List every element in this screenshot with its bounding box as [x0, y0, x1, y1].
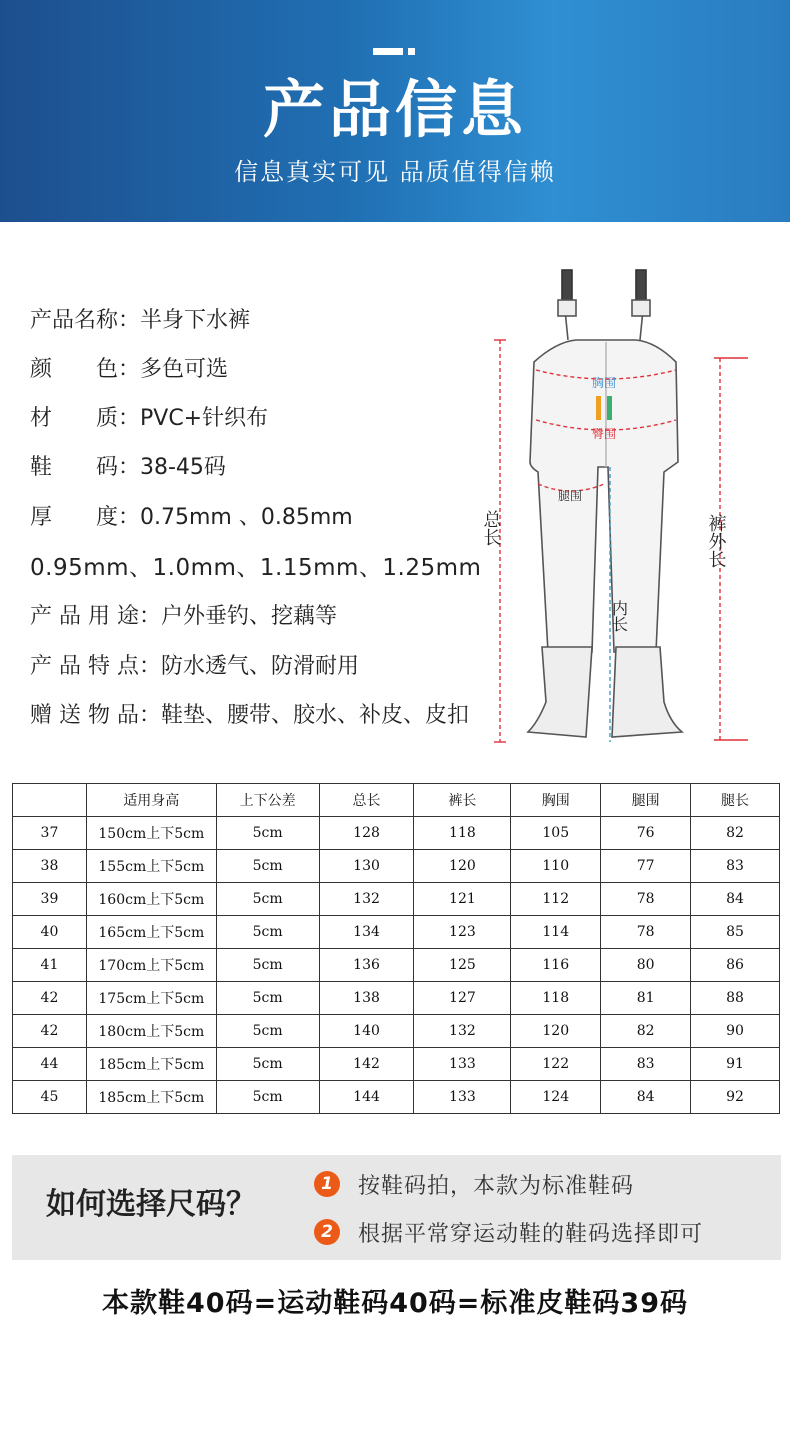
table-cell: 5cm: [216, 982, 319, 1015]
table-cell: 78: [601, 883, 691, 916]
table-cell: 83: [601, 1048, 691, 1081]
table-cell: 165cm上下5cm: [86, 916, 216, 949]
table-cell: 112: [511, 883, 601, 916]
table-header-cell: 总长: [319, 784, 414, 817]
size-guide-title: 如何选择尺码？: [46, 1187, 256, 1222]
table-cell: 5cm: [216, 883, 319, 916]
table-cell: 42: [13, 982, 87, 1015]
table-cell: 185cm上下5cm: [86, 1048, 216, 1081]
table-cell: 133: [414, 1081, 511, 1114]
table-cell: 82: [601, 1015, 691, 1048]
table-cell: 185cm上下5cm: [86, 1081, 216, 1114]
table-cell: 84: [691, 883, 780, 916]
table-body: [13, 817, 780, 1114]
table-cell: 121: [414, 883, 511, 916]
table-cell: 38: [13, 850, 87, 883]
table-row: [13, 1048, 780, 1081]
info-row-thickness-cont: 0.95mm、1.0mm、1.15mm、1.25mm: [30, 555, 482, 581]
page-subtitle: 信息真实可见 品质值得信赖: [234, 158, 556, 186]
table-cell: 133: [414, 1048, 511, 1081]
table-cell: 132: [319, 883, 414, 916]
info-row-shoe-size: 鞋 码：38-45码: [30, 455, 226, 480]
table-cell: 127: [414, 982, 511, 1015]
table-cell: 37: [13, 817, 87, 850]
table-row: [13, 850, 780, 883]
size-tip-2: [314, 1215, 703, 1249]
table-cell: 42: [13, 1015, 87, 1048]
table-cell: 5cm: [216, 949, 319, 982]
table-cell: 5cm: [216, 817, 319, 850]
table-header-cell: 裤长: [414, 784, 511, 817]
tip-number-badge: 2: [314, 1219, 340, 1245]
size-table: [12, 783, 780, 1114]
table-header-cell: 腿围: [601, 784, 691, 817]
table-row: [13, 1081, 780, 1114]
table-cell: 5cm: [216, 850, 319, 883]
table-cell: 91: [691, 1048, 780, 1081]
tip-text: 根据平常穿运动鞋的鞋码选择即可: [358, 1221, 704, 1247]
table-cell: 76: [601, 817, 691, 850]
table-header-cell: 腿长: [691, 784, 780, 817]
info-row-gifts: 赠 送 物 品：鞋垫、腰带、胶水、补皮、皮扣: [30, 703, 469, 728]
table-cell: 116: [511, 949, 601, 982]
table-cell: 86: [691, 949, 780, 982]
info-row-color: 颜 色：多色可选: [30, 357, 229, 382]
size-guide-box: [12, 1155, 781, 1260]
table-header-cell: 适用身高: [86, 784, 216, 817]
table-cell: 92: [691, 1081, 780, 1114]
total-length-label: 总长: [480, 510, 502, 546]
banner-dash-decoration: [373, 48, 403, 55]
banner-dot-decoration: [408, 48, 415, 55]
table-cell: 77: [601, 850, 691, 883]
table-cell: 170cm上下5cm: [86, 949, 216, 982]
table-header-cell: 上下公差: [216, 784, 319, 817]
table-cell: 5cm: [216, 1048, 319, 1081]
info-row-material: 材 质：PVC+针织布: [30, 406, 269, 431]
table-cell: 160cm上下5cm: [86, 883, 216, 916]
table-cell: 150cm上下5cm: [86, 817, 216, 850]
tip-text: 按鞋码拍，本款为标准鞋码: [358, 1173, 635, 1199]
table-cell: 5cm: [216, 1015, 319, 1048]
table-cell: 136: [319, 949, 414, 982]
table-header-row: [13, 784, 780, 817]
table-cell: 125: [414, 949, 511, 982]
thigh-label: 腿围: [558, 489, 583, 503]
table-cell: 144: [319, 1081, 414, 1114]
table-cell: 140: [319, 1015, 414, 1048]
table-cell: 82: [691, 817, 780, 850]
table-cell: 40: [13, 916, 87, 949]
size-conversion-note: 本款鞋40码=运动鞋码40码=标准皮鞋码39码: [102, 1288, 688, 1319]
table-row: [13, 949, 780, 982]
table-cell: 120: [414, 850, 511, 883]
header-banner: [0, 0, 790, 222]
table-cell: 88: [691, 982, 780, 1015]
info-row-usage: 产 品 用 途：户外垂钓、挖藕等: [30, 604, 337, 629]
table-cell: 118: [511, 982, 601, 1015]
table-cell: 80: [601, 949, 691, 982]
table-header-cell: [13, 784, 87, 817]
info-row-features: 产 品 特 点：防水透气、防滑耐用: [30, 654, 359, 679]
table-cell: 83: [691, 850, 780, 883]
table-row: [13, 982, 780, 1015]
table-cell: 155cm上下5cm: [86, 850, 216, 883]
table-cell: 85: [691, 916, 780, 949]
table-cell: 134: [319, 916, 414, 949]
table-cell: 5cm: [216, 916, 319, 949]
page-title: 产品信息: [262, 73, 527, 146]
table-cell: 128: [319, 817, 414, 850]
table-cell: 110: [511, 850, 601, 883]
table-cell: 5cm: [216, 1081, 319, 1114]
info-row-name: 产品名称：半身下水裤: [30, 308, 251, 333]
inseam-label: 内长: [609, 600, 629, 632]
table-cell: 138: [319, 982, 414, 1015]
table-cell: 132: [414, 1015, 511, 1048]
table-cell: 78: [601, 916, 691, 949]
pants-length-label: 裤外长: [705, 514, 727, 568]
table-header-cell: 胸围: [511, 784, 601, 817]
table-row: [13, 883, 780, 916]
table-cell: 124: [511, 1081, 601, 1114]
table-cell: 120: [511, 1015, 601, 1048]
waders-illustration: [528, 270, 682, 737]
table-cell: 84: [601, 1081, 691, 1114]
table-row: [13, 1015, 780, 1048]
table-cell: 114: [511, 916, 601, 949]
table-cell: 130: [319, 850, 414, 883]
table-cell: 45: [13, 1081, 87, 1114]
table-cell: 90: [691, 1015, 780, 1048]
size-tip-1: [314, 1167, 634, 1201]
tip-number-badge: 1: [314, 1171, 340, 1197]
table-cell: 122: [511, 1048, 601, 1081]
table-cell: 105: [511, 817, 601, 850]
table-row: [13, 916, 780, 949]
table-cell: 175cm上下5cm: [86, 982, 216, 1015]
table-cell: 39: [13, 883, 87, 916]
info-row-thickness: 厚 度：0.75mm 、0.85mm: [30, 505, 353, 530]
table-cell: 41: [13, 949, 87, 982]
table-row: [13, 817, 780, 850]
table-cell: 180cm上下5cm: [86, 1015, 216, 1048]
hip-label: 臀围: [592, 427, 617, 441]
chest-label: 胸围: [592, 376, 617, 390]
table-cell: 142: [319, 1048, 414, 1081]
table-cell: 118: [414, 817, 511, 850]
table-cell: 81: [601, 982, 691, 1015]
table-cell: 123: [414, 916, 511, 949]
waders-measurement-diagram: [480, 262, 756, 752]
table-cell: 44: [13, 1048, 87, 1081]
